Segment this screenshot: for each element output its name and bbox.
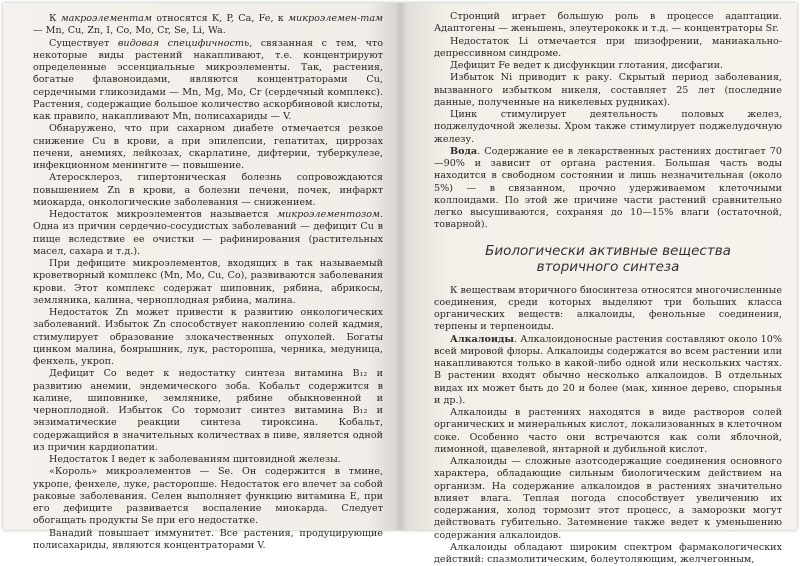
text-segment: Избыток Ni приводит к раку. Скрытый период заболевания, вызванного избытком никеля, составляет 25 лет (последние данные, полученные на никелевых рудниках). [434,72,782,108]
text-segment: Недостаток I ведет к заболеваниям щитовидной железы. [49,454,341,465]
text-segment: Атеросклероз, гипертоническая болезнь сопровождаются повышением Zn в крови, а болезни печени, почек, инфаркт миокарда, онкологические заболевания — снижением. [33,172,383,208]
left-page-text [33,13,383,552]
paragraph [434,72,782,109]
text-segment: Недостаток микроэлементов называется [49,209,277,220]
text-segment: относятся K, P, Ca, Fe, к [152,13,288,24]
text-segment: — Mn, Cu, Zn, I, Co, Mo, Cr, Se, Li, Wa. [33,25,226,36]
text-segment: Стронций играет большую роль в процессе адаптации. Адаптогены — женьшень, элеутерококк и т.д. — концентраторы Sr. [434,11,782,34]
text-segment: Ванадий повышает иммунитет. Все растения, продуцирующие полисахариды, являются концентраторами V. [33,528,383,551]
paragraph [33,528,383,553]
bold-term: Вода [450,146,477,157]
right-page-bottom-paragraphs [434,285,782,566]
italic-term: микроэлементозом [277,209,380,220]
paragraph [434,407,782,456]
right-page-text [434,11,782,566]
text-segment: Дефицит Co ведет к недостатку синтеза витамина B₁₂ и развитию анемии, эндемического зоба. Кобальт содержится в калине, шиповнике, землянике, рябине обыкновенной и черноплодной. Избыток Co тормозит синтез витамина B₁₂ и энзиматические реакции синтеза тироксина. Кобальт, содержащийся в значительных количествах в пиве, является одной из причин кардиопатии. [33,368,383,453]
paragraph [33,13,383,38]
paragraph [434,456,782,542]
paragraph [33,38,383,124]
italic-term: макроэлементам [61,13,152,24]
text-segment: Алкалоиды в растениях находятся в виде растворов солей органических и минеральных кислот, локализованных в клеточном соке. Особенно часто они встречаются как соли яблочной, лимонной, щавелевой, янтарной и дубильной кислот. [434,407,782,455]
text-segment: Существует [49,38,118,49]
section-heading-line2: вторичного синтеза [434,259,782,275]
text-segment: При дефиците микроэлементов, входящих в так называемый кроветворный комплекс (Mn, Mo, Cu, Co), развиваются заболевания крови. Этот комплекс содержат шиповник, рябина, абрикосы, земляника, калина, черноплодная рябина, малина. [33,258,383,306]
text-segment: К веществам вторичного биосинтеза относятся многочисленные соединения, среди которых выделяют три больших класса органических веществ: алкалоиды, фенольные соединения, терпены и терпеноиды. [434,285,782,333]
text-segment: . Одна из причин сердечно-сосудистых заболеваний — дефицит Cu в пище вследствие ее очистки — рафинирования (растительных масел, сахара и т.д.). [33,209,383,257]
paragraph [434,334,782,408]
bold-term: Алкалоиды [450,334,514,345]
paragraph [33,258,383,307]
text-segment: Обнаружено, что при сахарном диабете отмечается резкое снижение Cu в крови, а при эпилепсии, гепатитах, циррозах печени, анемиях, лейкозах, скарлатине, дифтерии, туберкулезе, инфекционном менингите — повышение. [33,123,383,171]
text-segment: Цинк стимулирует деятельность половых желез, поджелудочной железы. Хром также стимулирует поджелудочную железу. [434,109,782,145]
paragraph [33,466,383,527]
text-segment: Алкалоиды обладают широким спектром фармакологических действий: спазмолитическим, болеутоляющим, желчегонным, [434,542,782,565]
paragraph [434,11,782,36]
book-spread [3,3,797,530]
left-page [3,3,398,530]
paragraph [33,454,383,466]
paragraph [33,209,383,258]
section-heading-line1: Биологически активные вещества [434,243,782,259]
text-segment: Недостаток Li отмечается при шизофрении, маниакально-депрессивном синдроме. [434,36,782,59]
italic-term: видовая специфичность [118,38,249,49]
right-page [400,3,797,530]
text-segment: . Содержание ее в лекарственных растениях достигает 70—90% и зависит от органа растения. Большая часть воды находится в свободном состоянии и лишь незначительная (около 5%) — в связанном, прочно удерживаемом клеточными коллоидами. По этой же причине части растений сравнительно легко высушиваются, сохраняя до 10—15% влаги (остаточной, товарной). [434,146,782,231]
paragraph [434,285,782,334]
paragraph [434,60,782,72]
italic-term: микроэлемен-там [288,13,383,24]
text-segment: Алкалоиды — сложные азотсодержащие соединения основного характера, обладающие сильным биологическим действием на организм. На содержание алкалоидов в растениях значительно влияет влага. Теплая погода способствует увеличению их содержания, холод тормозит этот процесс, а заморозки могут действовать губительно. Затемнение также ведет к уменьшению содержания алкалоидов. [434,456,782,541]
text-segment: Дефицит Fe ведет к дисфункции глотания, дисфагии. [450,60,723,71]
text-segment: «Король» микроэлементов — Se. Он содержится в тмине, укропе, фенхеле, луке, расторопше. Недостаток его влечет за собой раковые заболевания. Селен выполняет функцию витамина E, при его дефиците развивается воспаление миокарда. Следует обогащать продукты Se при его недостатке. [33,466,383,526]
text-segment: Недостаток Zn может привести к развитию онкологических заболеваний. Избыток Zn способствует накоплению солей кадмия, стимулирует образование злокачественных опухолей. Богаты цинком малина, боярышник, лук, расторопша, черника, медуница, фенхель, укроп. [33,307,383,367]
paragraph [33,172,383,209]
paragraph [33,307,383,368]
paragraph [434,542,782,566]
paragraph [33,123,383,172]
text-segment: , связанная с тем, что некоторые виды растений накапливают, т.е. концентрируют определенные эссенциальные микроэлементы. Так, растения, богатые флавоноидами, являются концентраторами Cu, сердечными гликозидами — Mn, Mg, Mo, Cr (сердечный комплекс). Растения, содержащие большое количество аскорбиновой кислоты, как правило, накапливают Mn, полисахариды — V. [33,38,383,123]
right-page-top-paragraphs [434,11,782,232]
text-segment: К [49,13,61,24]
paragraph [434,36,782,61]
paragraph [434,109,782,146]
paragraph [434,146,782,232]
paragraph [33,368,383,454]
section-heading [434,243,782,275]
text-segment: . Алкалоидоносные растения составляют около 10% всей мировой флоры. Алкалоиды содержатся во всем растении или накапливаются только в какой-либо одной или нескольких частях. В растении входят обычно несколько алкалоидов. В отдельных видах их может быть до 20 и более (мак, хинное дерево, спорынья и др.). [434,334,782,406]
